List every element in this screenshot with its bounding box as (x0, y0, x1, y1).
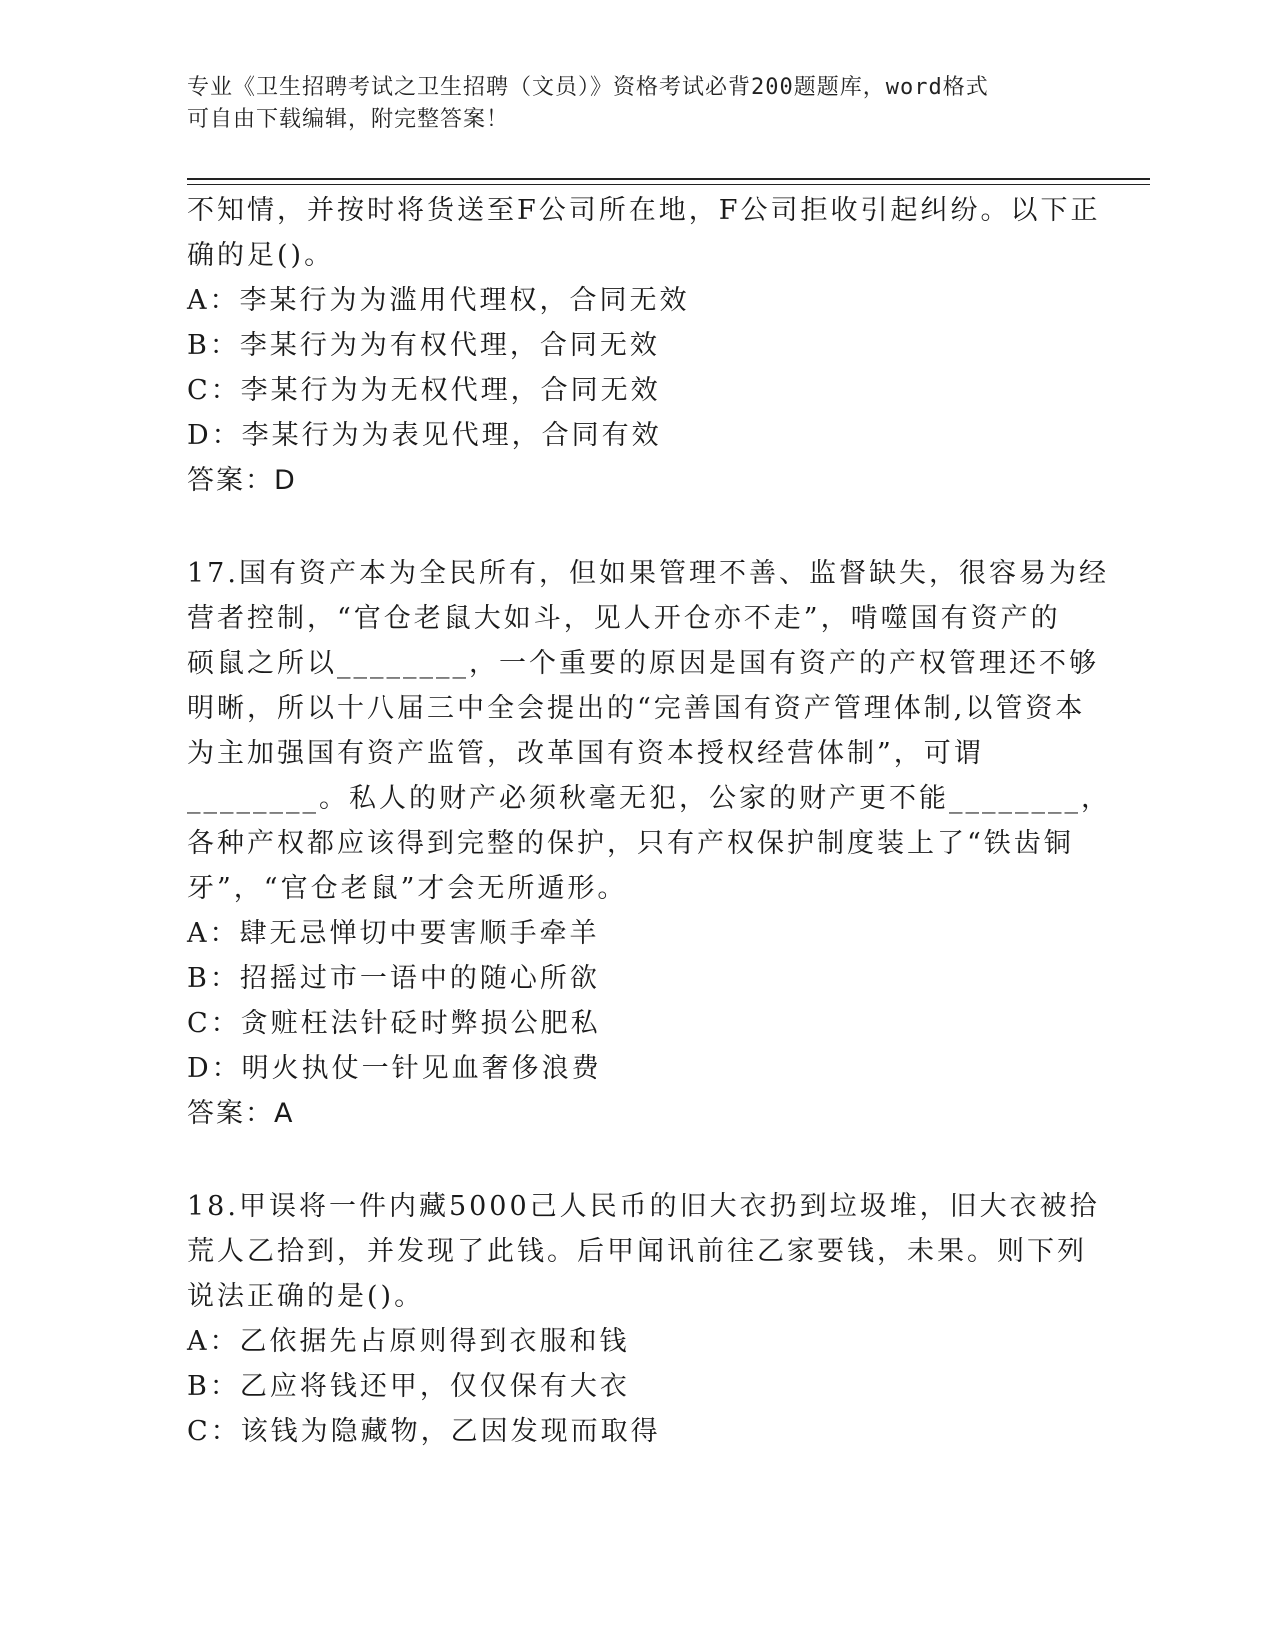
question-stem-line: 确的足()。 (187, 240, 335, 271)
question-stem-line: 营者控制，“官仓老鼠大如斗，见人开仓亦不走”，啃噬国有资产的 (187, 603, 1061, 634)
answer-line: 答案：A (187, 1098, 295, 1129)
page-header (187, 72, 1087, 136)
option-c: C：该钱为隐藏物，乙因发现而取得 (187, 1416, 661, 1447)
header-title-line-1: 专业《卫生招聘考试之卫生招聘（文员）》资格考试必背200题题库，word格式 (187, 75, 989, 100)
question-stem-line: 17.国有资产本为全民所有，但如果管理不善、监督缺失，很容易为经 (187, 558, 1109, 589)
question-stem-line: 为主加强国有资产监管，改革国有资本授权经营体制”，可谓 (187, 738, 984, 769)
question-16 (187, 188, 1101, 503)
option-a: A：李某行为为滥用代理权，合同无效 (187, 285, 690, 316)
option-c: C：贪赃枉法针砭时弊损公肥私 (187, 1008, 601, 1039)
question-stem-line: 硕鼠之所以________，一个重要的原因是国有资产的产权管理还不够 (187, 648, 1099, 679)
option-a: A：乙依据先占原则得到衣服和钱 (187, 1326, 630, 1357)
question-spacer (187, 1136, 1087, 1184)
option-b: B：李某行为为有权代理，合同无效 (187, 330, 660, 361)
question-stem-line: 明晰，所以十八届三中全会提出的“完善国有资产管理体制,以管资本 (187, 693, 1086, 724)
header-title-line-2: 可自由下载编辑，附完整答案！ (187, 107, 510, 132)
question-18 (187, 1184, 1100, 1454)
question-stem-line: 说法正确的是()。 (187, 1281, 425, 1312)
question-stem-line: ________。私人的财产必须秋毫无犯，公家的财产更不能________， (187, 783, 1111, 814)
answer-line: 答案：D (187, 465, 297, 496)
question-spacer (187, 503, 1087, 551)
question-stem-line: 荒人乙拾到，并发现了此钱。后甲闻讯前往乙家要钱，未果。则下列 (187, 1236, 1087, 1267)
header-divider-thin (187, 184, 1150, 185)
option-a: A：肆无忌惮切中要害顺手牵羊 (187, 918, 600, 949)
option-d: D：明火执仗一针见血奢侈浪费 (187, 1053, 602, 1084)
option-b: B：乙应将钱还甲，仅仅保有大衣 (187, 1371, 630, 1402)
option-c: C：李某行为为无权代理，合同无效 (187, 375, 661, 406)
header-divider-thick (187, 178, 1150, 180)
question-17 (187, 551, 1111, 1136)
page-content (187, 188, 1111, 1454)
option-b: B：招摇过市一语中的随心所欲 (187, 963, 600, 994)
question-stem-line: 不知情，并按时将货送至F公司所在地，F公司拒收引起纠纷。以下正 (187, 195, 1101, 226)
question-stem-line: 牙”，“官仓老鼠”才会无所遁形。 (187, 873, 628, 904)
option-d: D：李某行为为表见代理，合同有效 (187, 420, 662, 451)
question-stem-line: 18.甲误将一件内藏5000己人民币的旧大衣扔到垃圾堆，旧大衣被拾 (187, 1191, 1100, 1222)
question-stem-line: 各种产权都应该得到完整的保护，只有产权保护制度装上了“铁齿铜 (187, 828, 1074, 859)
